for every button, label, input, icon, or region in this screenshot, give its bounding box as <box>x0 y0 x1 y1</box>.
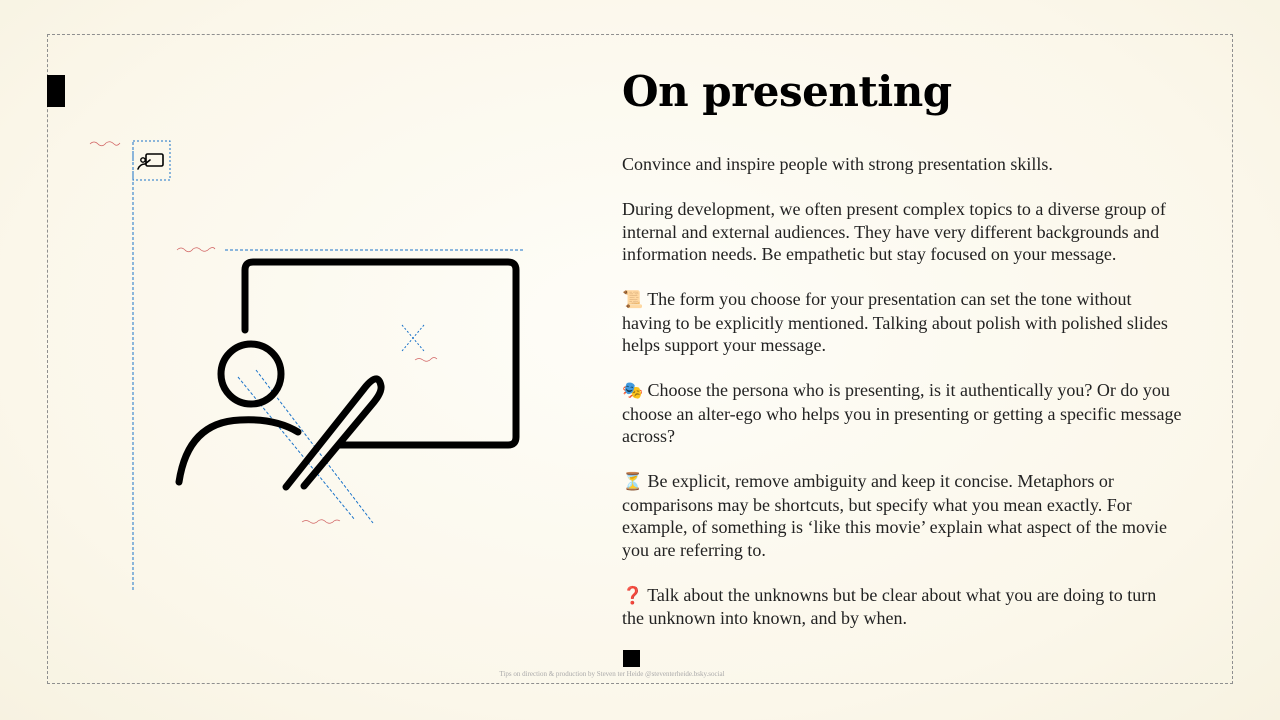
end-marker <box>623 650 640 667</box>
corner-marker <box>47 75 65 107</box>
tip-unknowns <box>622 584 1182 630</box>
intro-paragraph <box>622 153 1182 176</box>
paragraph-text: The form you choose for your presentation can set the tone without having to be explicitly mentioned. Talking about polish with polished slides helps support your message. <box>622 289 1168 355</box>
paragraph-text: Choose the persona who is presenting, is it authentically you? Or do you choose an alter-ego who helps you in presenting or getting a specific message across? <box>622 380 1182 446</box>
tip-form <box>622 288 1182 357</box>
scroll-icon: 📜 <box>622 290 644 310</box>
paragraph-text: Convince and inspire people with strong presentation skills. <box>622 154 1053 174</box>
page-title: On presenting <box>622 67 952 116</box>
slide-body <box>622 153 1182 652</box>
paragraph-text: During development, we often present complex topics to a diverse group of internal and external audiences. They have very different backgrounds and information needs. Be empathetic but stay focused on your message. <box>622 199 1166 264</box>
tip-persona <box>622 379 1182 448</box>
tip-explicit <box>622 470 1182 561</box>
hourglass-icon: ⏳ <box>622 472 644 492</box>
footer-credit: Tips on direction & production by Steven ter Heide @steventerheide.bsky.social <box>499 670 725 678</box>
paragraph-text: Talk about the unknowns but be clear about what you are doing to turn the unknown into known, and by when. <box>622 584 1157 628</box>
presentation-icon <box>133 141 170 180</box>
theater-masks-icon: 🎭 <box>622 381 644 401</box>
context-paragraph <box>622 198 1182 266</box>
presenter-illustration <box>80 130 540 600</box>
paragraph-text: Be explicit, remove ambiguity and keep it concise. Metaphors or comparisons may be shortcuts, but specify what you mean exactly. For example, of something is ‘like this movie’ explain what aspect of the movie you are referring to. <box>622 471 1168 560</box>
question-mark-icon: ❓ <box>622 585 644 606</box>
